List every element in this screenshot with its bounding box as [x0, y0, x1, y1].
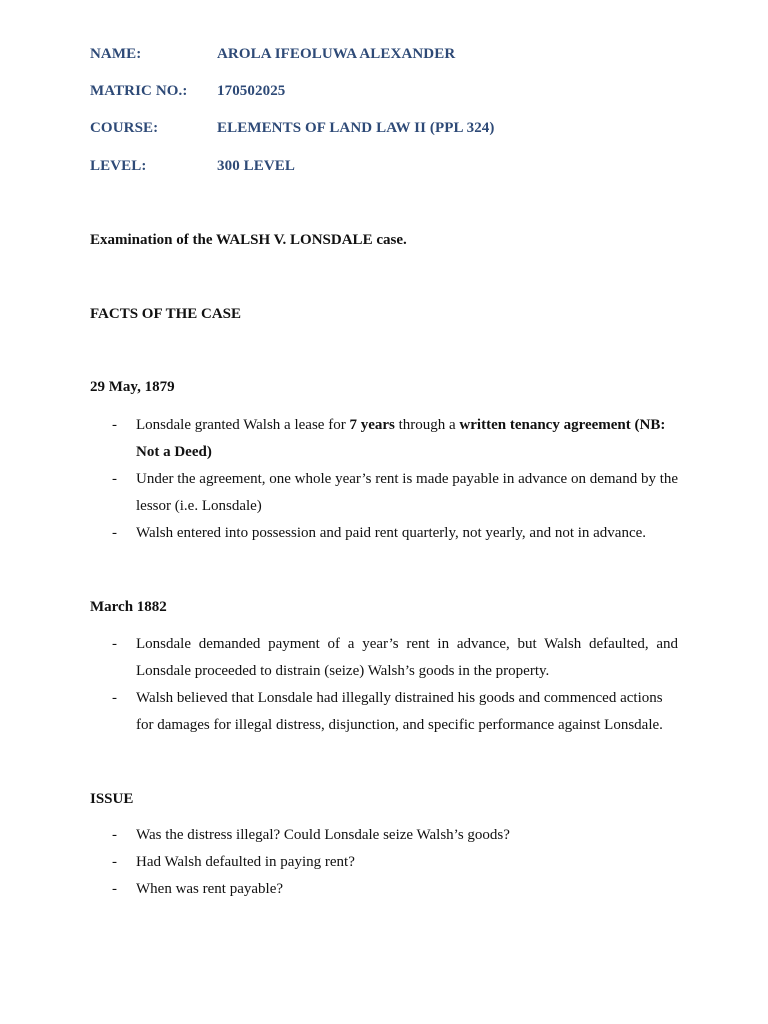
facts-heading: FACTS OF THE CASE	[90, 306, 242, 322]
bullet-text: Was the distress illegal? Could Lonsdale seize Walsh’s goods?	[136, 827, 510, 843]
bullet-text: Had Walsh defaulted in paying rent?	[136, 854, 355, 870]
bullet-dash: -	[112, 417, 117, 433]
list-item	[90, 822, 678, 849]
matric-label: MATRIC NO.:	[90, 83, 188, 99]
list-item	[90, 631, 678, 685]
facts-list-1879	[90, 412, 678, 547]
bullet-text: Walsh believed that Lonsdale had illegally distrained his goods and commenced actions for damages for illegal distress, disjunction, and specific performance against Lonsdale.	[136, 690, 663, 733]
bullet-text: When was rent payable?	[136, 881, 284, 897]
course-label: COURSE:	[90, 120, 159, 136]
date-heading-1882: March 1882	[90, 599, 167, 615]
intro-line: Examination of the WALSH V. LONSDALE case.	[90, 232, 407, 248]
list-item	[90, 520, 678, 547]
bullet-dash: -	[112, 854, 117, 870]
bullet-dash: -	[112, 471, 117, 487]
bullet-text: Under the agreement, one whole year’s rent is made payable in advance on demand by the lessor (i.e. Lonsdale)	[136, 471, 679, 514]
matric-value: 170502025	[217, 83, 286, 99]
name-label: NAME:	[90, 46, 142, 62]
bullet-dash: -	[112, 827, 117, 843]
bullet-text: Lonsdale demanded payment of a year’s rent in advance, but Walsh defaulted, and Lonsdale proceeded to distrain (seize) Walsh’s goods in the property.	[136, 636, 678, 679]
bullet-text: Walsh entered into possession and paid rent quarterly, not yearly, and not in advance.	[136, 525, 647, 541]
name-value: AROLA IFEOLUWA ALEXANDER	[217, 46, 456, 62]
bullet-dash: -	[112, 881, 117, 897]
course-value: ELEMENTS OF LAND LAW II (PPL 324)	[217, 120, 495, 136]
list-item	[90, 412, 678, 466]
issue-list	[90, 822, 678, 903]
level-label: LEVEL:	[90, 158, 147, 174]
bullet-text: Lonsdale granted Walsh a lease for 7 years through a written tenancy agreement (NB: Not a Deed)	[136, 417, 666, 460]
date-heading-1879: 29 May, 1879	[90, 379, 175, 395]
bullet-dash: -	[112, 636, 117, 652]
bullet-dash: -	[112, 690, 117, 706]
list-item	[90, 876, 678, 903]
list-item	[90, 849, 678, 876]
bullet-dash: -	[112, 525, 117, 541]
list-item	[90, 685, 678, 739]
list-item	[90, 466, 678, 520]
facts-list-1882	[90, 631, 678, 739]
level-value: 300 LEVEL	[217, 158, 296, 174]
issue-heading: ISSUE	[90, 791, 134, 807]
